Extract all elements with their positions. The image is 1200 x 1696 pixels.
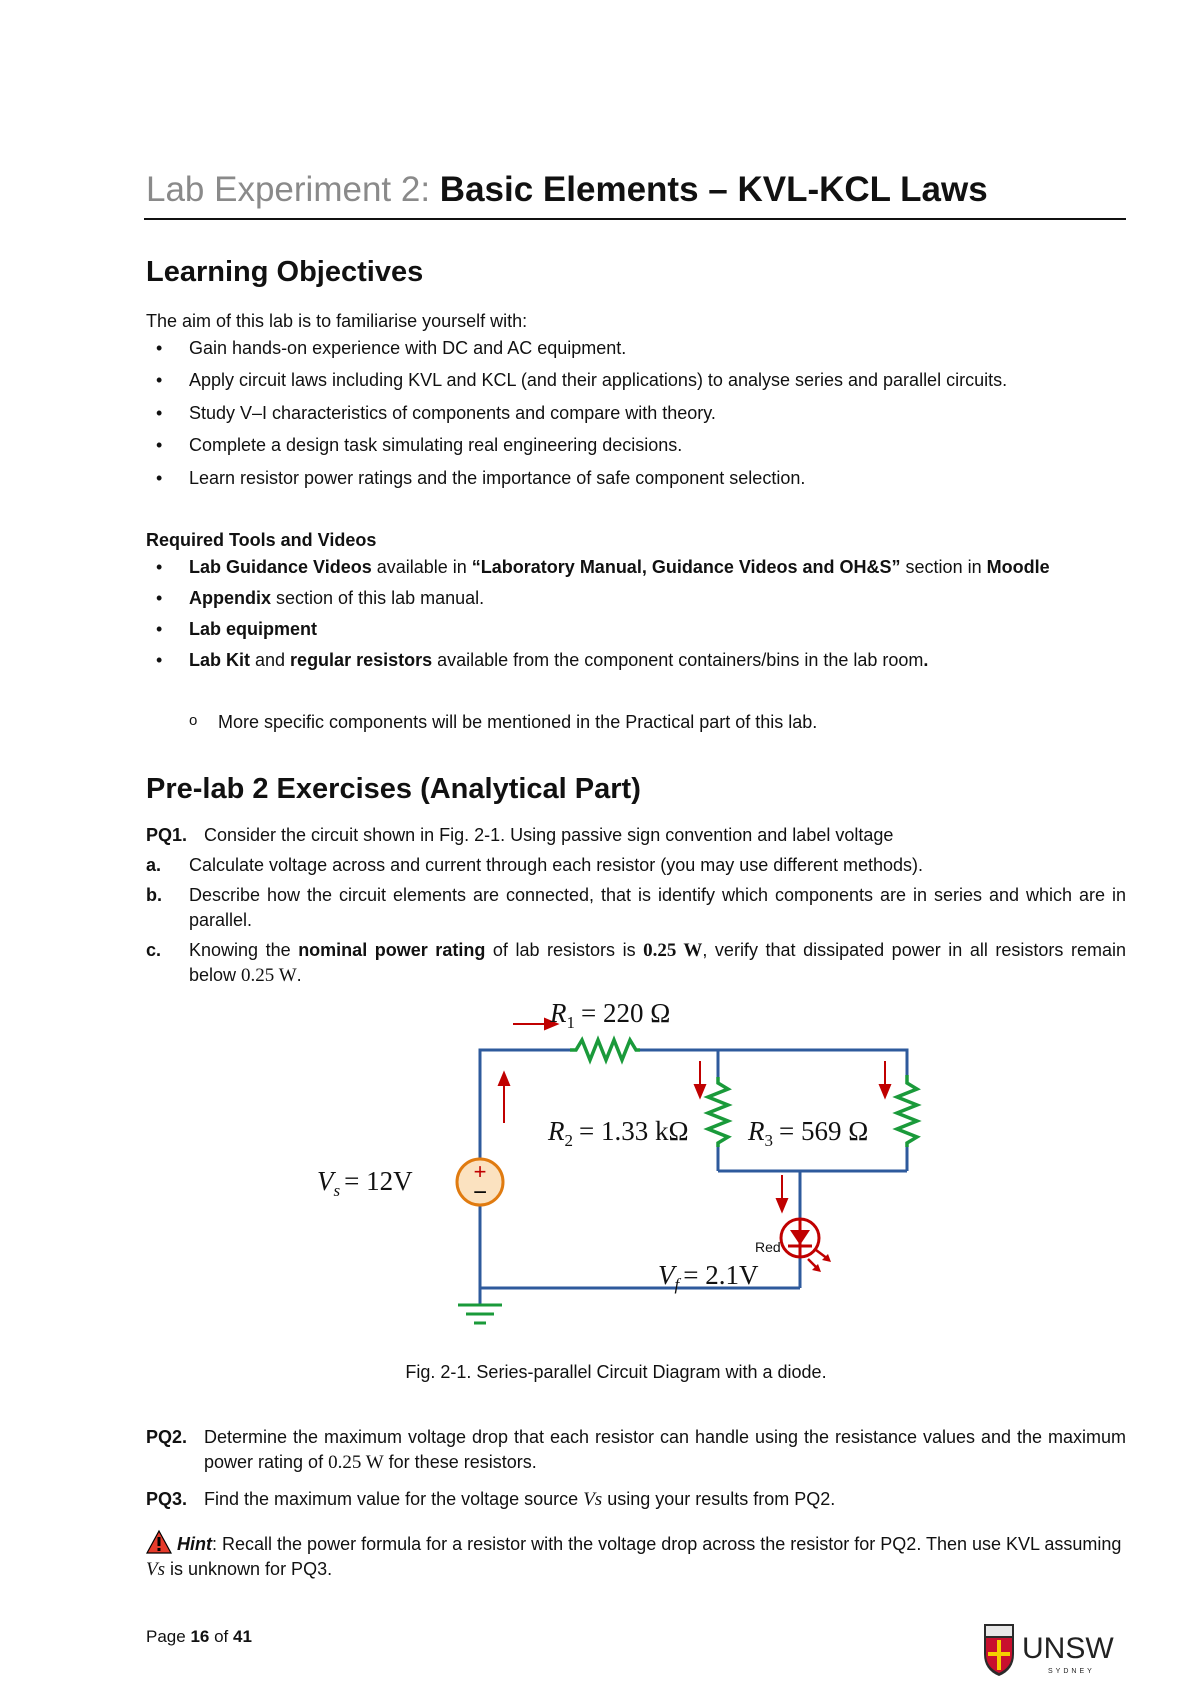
list-item: • Learn resistor power ratings and the importance of safe component selection. <box>146 466 1126 491</box>
text: is unknown for PQ3. <box>165 1559 333 1579</box>
page-number <box>146 1627 252 1647</box>
voltage-source <box>457 1155 503 1213</box>
list-item: • Study V–I characteristics of components and compare with theory. <box>146 401 1126 426</box>
text: for these resistors. <box>383 1452 537 1472</box>
resistor-r1 <box>570 1040 640 1060</box>
pq3-label: PQ3. <box>146 1489 188 1509</box>
guidance-videos-text: Lab Guidance Videos <box>189 557 372 577</box>
text: Knowing the <box>189 940 299 960</box>
title-prefix: Lab Experiment 2: <box>146 170 431 209</box>
lab-kit-text: Lab Kit <box>189 650 250 670</box>
text: Page <box>146 1627 186 1646</box>
pq1-part-a <box>146 853 1126 878</box>
led-color-label: Red <box>755 1239 781 1255</box>
text: . <box>296 965 302 985</box>
power-value: 0.25 W <box>241 965 297 986</box>
pq3-text <box>204 1487 1126 1512</box>
hint-label: Hint <box>177 1534 213 1554</box>
vs-variable: Vs <box>146 1559 165 1580</box>
pq2 <box>146 1425 1126 1473</box>
pq2-text <box>204 1425 1126 1475</box>
part-label: a. <box>146 855 162 875</box>
objectives-list <box>146 336 1126 498</box>
text: section in <box>900 557 987 577</box>
text: , verify that dissipated power in all resistors remain below <box>189 940 1126 985</box>
vf-label: $V_f = 2.1V$ <box>658 1260 759 1294</box>
text: using your results from PQ2. <box>602 1489 836 1509</box>
hint <box>146 1530 1126 1582</box>
text: Determine the maximum voltage drop that each resistor can handle using the resistance values and the maximum power rating of <box>204 1427 1126 1472</box>
learning-objectives-heading: Learning Objectives <box>146 256 424 288</box>
power-value: 0.25 W <box>643 940 703 961</box>
arrow-down-icon <box>777 1199 787 1211</box>
list-item: • Apply circuit laws including KVL and KCL (and their applications) to analyse series and parallel circuits. <box>146 368 1126 393</box>
logo-subtext: SYDNEY <box>1048 1668 1095 1675</box>
text: : Recall the power formula for a resistor with the voltage drop across the resistor for PQ2. Then use KVL assuming <box>212 1534 1122 1554</box>
arrow-up-icon <box>499 1073 509 1085</box>
text: Find the maximum value for the voltage source <box>204 1489 584 1509</box>
tools-heading: Required Tools and Videos <box>146 530 377 550</box>
text: and <box>250 650 291 670</box>
minus-sign: − <box>472 1179 488 1206</box>
logo-text: UNSW <box>1022 1632 1114 1665</box>
pq1 <box>146 823 1126 848</box>
text: available from the component containers/bins in the lab room <box>432 650 924 670</box>
prelab-heading: Pre-lab 2 Exercises (Analytical Part) <box>146 773 641 805</box>
title-main: Basic Elements – KVL-KCL Laws <box>439 170 988 209</box>
text: of <box>214 1627 229 1646</box>
lab-equipment-text: Lab equipment <box>189 619 318 639</box>
unsw-logo <box>980 1620 1120 1680</box>
pq1-part-c <box>146 938 1126 988</box>
title-divider <box>144 218 1126 220</box>
list-item <box>146 648 1126 673</box>
resistor-r3 <box>897 1075 917 1147</box>
pq1-parts <box>146 853 1126 993</box>
manual-section-text: “Laboratory Manual, Guidance Videos and OH&S” <box>471 557 901 577</box>
circuit-figure <box>317 995 890 1340</box>
figure-caption: Fig. 2-1. Series-parallel Circuit Diagram with a diode. <box>405 1362 827 1382</box>
text: section of this lab manual. <box>271 588 485 608</box>
r3-label: $R_3 = 569$ Ω <box>748 1116 869 1150</box>
pq1-label: PQ1. <box>146 825 188 845</box>
total-pages: 41 <box>233 1627 252 1646</box>
power-value: 0.25 W <box>328 1452 384 1473</box>
r2-label: $R_2 = 1.33$ kΩ <box>548 1116 689 1150</box>
pq2-label: PQ2. <box>146 1427 188 1447</box>
vs-label: $V_s = 12V$ <box>317 1166 413 1200</box>
power-rating-text: nominal power rating <box>298 940 486 960</box>
current-arrows <box>499 1019 890 1211</box>
objectives-intro: The aim of this lab is to familiarise yourself with: <box>146 311 528 331</box>
text: available in <box>371 557 472 577</box>
sub-list-item: o More specific components will be mentioned in the Practical part of this lab. <box>189 712 817 733</box>
moodle-text: Moodle <box>986 557 1050 577</box>
list-item <box>146 555 1126 580</box>
page-title <box>146 170 988 210</box>
r1-label: $R_1 = 220$ Ω <box>550 998 671 1032</box>
plus-sign: + <box>473 1159 487 1184</box>
list-item: • Complete a design task simulating real engineering decisions. <box>146 433 1126 458</box>
arrow-down-icon <box>695 1085 705 1097</box>
part-label: c. <box>146 940 162 960</box>
arrow-down-icon <box>880 1085 890 1097</box>
appendix-text: Appendix <box>189 588 272 608</box>
pq1-text: Consider the circuit shown in Fig. 2-1. Using passive sign convention and label voltage <box>204 825 894 845</box>
part-text: Calculate voltage across and current through each resistor (you may use different methods). <box>189 855 924 875</box>
current-page: 16 <box>190 1627 210 1646</box>
list-item: • Gain hands-on experience with DC and AC equipment. <box>146 336 1126 361</box>
vs-variable: Vs <box>583 1489 603 1510</box>
list-item <box>146 586 1126 611</box>
text: of lab resistors is <box>485 940 644 960</box>
resistor-r2 <box>708 1077 728 1147</box>
part-text: Describe how the circuit elements are connected, that is identify which components are in series and which are in parallel. <box>189 885 1126 930</box>
ground-icon <box>458 1305 502 1323</box>
tools-list <box>146 555 1126 679</box>
warning-icon <box>146 1530 172 1554</box>
list-item <box>146 617 1126 642</box>
pq3 <box>146 1487 1126 1512</box>
text: . <box>923 650 929 670</box>
pq1-part-b <box>146 883 1126 933</box>
led-diode <box>781 1219 831 1272</box>
regular-resistors-text: regular resistors <box>290 650 433 670</box>
part-label: b. <box>146 885 162 905</box>
